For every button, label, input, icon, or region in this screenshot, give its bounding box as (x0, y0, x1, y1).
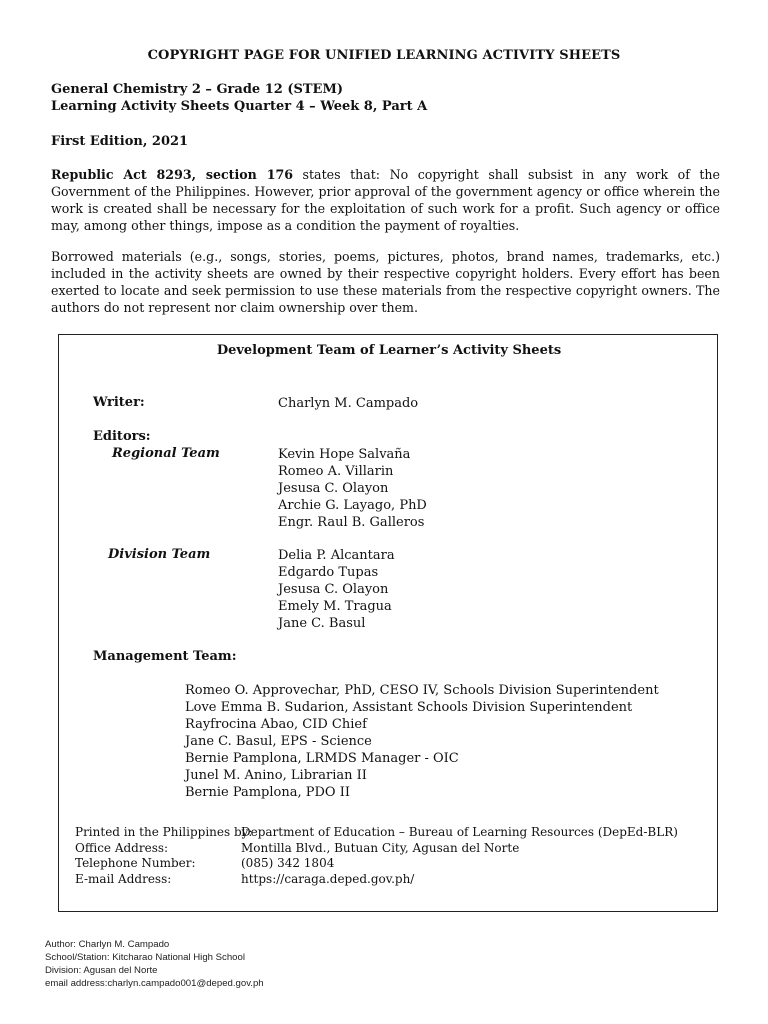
list-item: Jane C. Basul, EPS - Science (185, 734, 372, 749)
writer-name: Charlyn M. Campado (278, 396, 419, 411)
email-key: E-mail Address: (75, 871, 172, 886)
list-item: Delia P. Alcantara (278, 548, 395, 563)
telephone-key: Telephone Number: (75, 856, 196, 870)
office-address-key: Office Address: (75, 840, 169, 855)
telephone-value: (085) 342 1804 (241, 856, 335, 870)
printing-value: Department of Education – Bureau of Learning Resources (DepEd-BLR) (241, 825, 678, 839)
page-title: COPYRIGHT PAGE FOR UNIFIED LEARNING ACTIVITY SHEETS (147, 48, 621, 63)
telephone-row (75, 856, 678, 872)
footer-division: Division: Agusan del Norte (45, 965, 158, 976)
subject-line: General Chemistry 2 – Grade 12 (STEM) (51, 82, 343, 97)
management-team-list (185, 682, 659, 801)
writer-label: Writer: (93, 395, 145, 410)
list-item: Bernie Pamplona, LRMDS Manager - OIC (185, 751, 459, 766)
printing-key: Printed in the Philippines by: (75, 825, 253, 839)
edition-line: First Edition, 2021 (51, 134, 189, 149)
printing-info (75, 825, 678, 887)
copyright-paragraph (51, 166, 720, 234)
list-item: Emely M. Tragua (278, 599, 392, 614)
list-item: Jesusa C. Olayon (278, 481, 389, 496)
list-item: Love Emma B. Sudarion, Assistant Schools Division Superintendent (185, 700, 633, 715)
list-item: Jane C. Basul (278, 616, 366, 631)
sheet-line: Learning Activity Sheets Quarter 4 – Week 8, Part A (51, 99, 428, 114)
regional-team-label: Regional Team (112, 446, 220, 461)
list-item: Junel M. Anino, Librarian II (185, 768, 367, 783)
email-row (75, 872, 678, 888)
footer-author: Author: Charlyn M. Campado (45, 939, 170, 950)
footer-email: email address:charlyn.campado001@deped.gov.ph (45, 978, 264, 989)
list-item: Romeo O. Approvechar, PhD, CESO IV, Schools Division Superintendent (185, 683, 659, 698)
list-item: Romeo A. Villarin (278, 464, 394, 479)
list-item: Kevin Hope Salvaña (278, 447, 411, 462)
office-address-row (75, 841, 678, 857)
development-team-box (58, 334, 718, 912)
borrowed-materials-paragraph: Borrowed materials (e.g., songs, stories, poems, pictures, photos, brand names, trademarks, etc.) included in the activity sheets are owned by their respective copyright holders. Every effort has been exerted to locate and seek permission to use these materials from the respective copyright owners. The authors do not represent nor claim ownership over them. (51, 249, 720, 315)
division-team-label: Division Team (108, 547, 211, 562)
list-item: Bernie Pamplona, PDO II (185, 785, 350, 800)
management-team-label: Management Team: (93, 649, 237, 664)
office-address-value: Montilla Blvd., Butuan City, Agusan del Norte (241, 840, 520, 855)
list-item: Rayfrocina Abao, CID Chief (185, 717, 367, 732)
author-footer (45, 938, 264, 990)
copyright-paragraph-text: states that: No copyright shall subsist in any work of the Government of the Philippines. However, prior approval of the government agency or office wherein the work is created shall be necessary for the exploitation of such work for a profit. Such agency or office may, among other things, impose as a condition the payment of royalties. (51, 167, 720, 233)
regional-team-list (278, 446, 427, 531)
republic-act-ref: Republic Act 8293, section 176 (51, 167, 294, 182)
email-value: https://caraga.deped.gov.ph/ (241, 871, 415, 886)
printing-row (75, 825, 678, 841)
list-item: Jesusa C. Olayon (278, 582, 389, 597)
list-item: Archie G. Layago, PhD (278, 498, 427, 513)
list-item: Edgardo Tupas (278, 565, 379, 580)
list-item: Engr. Raul B. Galleros (278, 515, 425, 530)
division-team-list (278, 547, 395, 632)
footer-school: School/Station: Kitcharao National High School (45, 952, 245, 963)
editors-label: Editors: (93, 429, 151, 444)
development-team-heading: Development Team of Learner’s Activity Sheets (216, 343, 562, 358)
